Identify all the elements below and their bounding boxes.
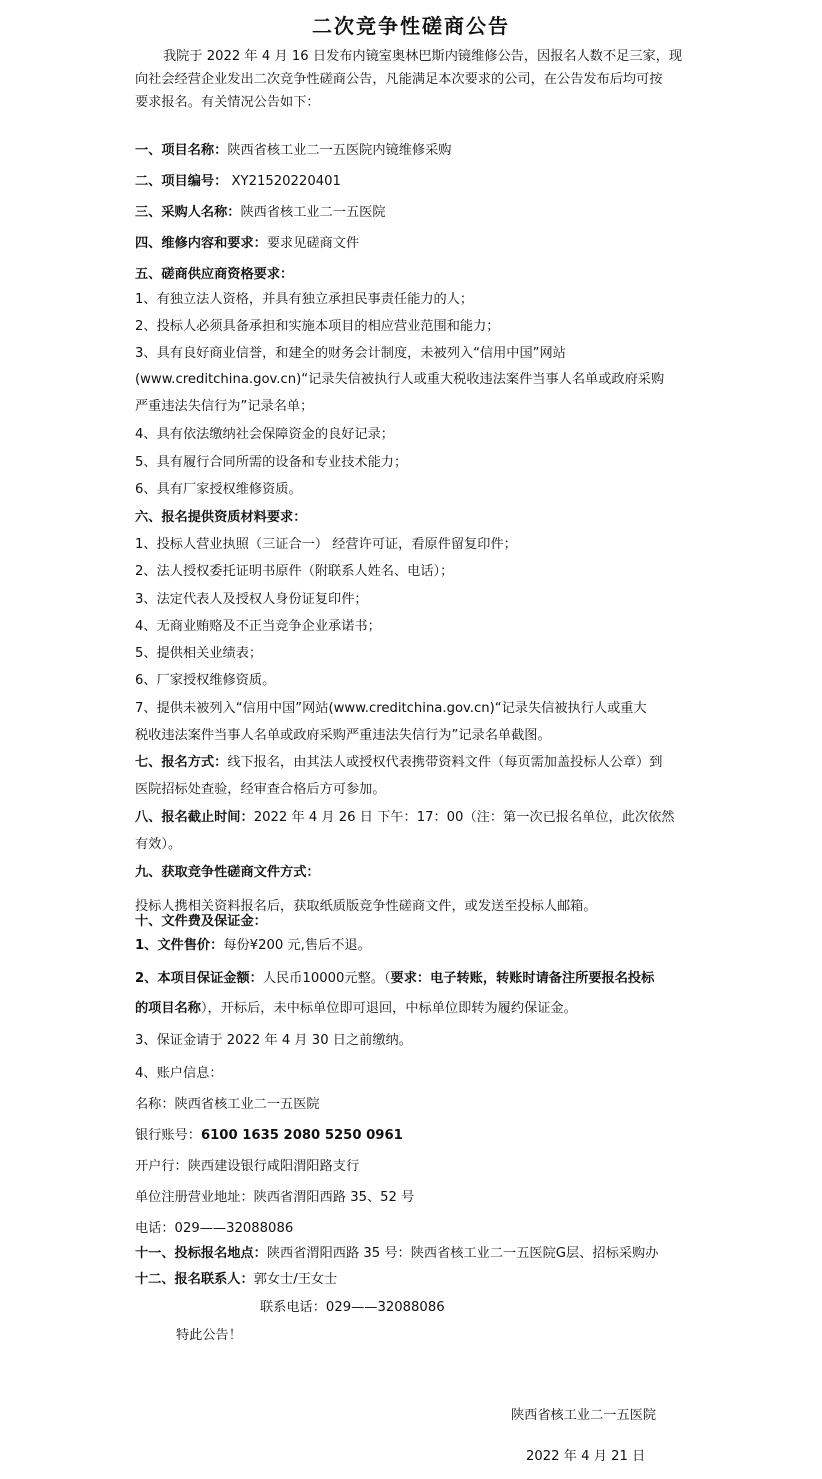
obtain-docs-text: 投标人携相关资料报名后，获取纸质版竞争性磋商文件，或发送至投标人邮箱。	[135, 899, 597, 914]
qualification-line: 3、具有良好商业信誉，和建全的财务会计制度，未被列入“信用中国”网站	[135, 346, 566, 361]
phone: 电话：029——32088086	[135, 1221, 294, 1236]
material-line: 1、投标人营业执照（三证合一） 经营许可证，看原件留复印件；	[135, 537, 517, 552]
registration-method-cont: 医院招标处查验，经审查合格后方可参加。	[135, 782, 386, 797]
intro-line-3: 要求报名。有关情况公告如下：	[135, 95, 320, 110]
intro-line-1: 我院于 2022 年 4 月 16 日发布内镜室奥林巴斯内镜维修公告，因报名人数不足三家，现	[163, 49, 683, 64]
qualification-line: 4、具有依法缴纳社会保障资金的良好记录；	[135, 427, 394, 442]
contact-phone: 联系电话：029——32088086	[260, 1300, 445, 1315]
deposit-deadline: 3、保证金请于 2022 年 4 月 30 日之前缴纳。	[135, 1033, 412, 1048]
document-title: 二次竞争性磋商公告	[312, 14, 510, 38]
closing: 特此公告！	[176, 1328, 242, 1343]
qualification-line: 2、投标人必须具备承担和实施本项目的相应营业范围和能力；	[135, 319, 500, 334]
qualification-line: (www.creditchina.gov.cn)“记录失信被执行人或重大税收违法案件当事人名单或政府采购	[135, 372, 665, 387]
signature: 陕西省核工业二一五医院	[511, 1408, 657, 1423]
section-qualifications-heading: 五、磋商供应商资格要求：	[135, 267, 294, 282]
deposit-line-cont: 的项目名称），开标后，未中标单位即可退回，中标单位即转为履约保证金。	[135, 1001, 577, 1016]
deadline-cont: 有效）。	[135, 837, 182, 852]
date: 2022 年 4 月 21 日	[526, 1449, 646, 1464]
qualification-line: 1、有独立法人资格，并具有独立承担民事责任能力的人；	[135, 292, 474, 307]
account-name: 名称：陕西省核工业二一五医院	[135, 1097, 320, 1112]
section-contact: 十二、报名联系人：郭女士/王女士	[135, 1272, 338, 1287]
registered-address: 单位注册营业地址：陕西省渭阳西路 35、52 号	[135, 1190, 415, 1205]
material-line: 7、提供未被列入“信用中国”网站(www.creditchina.gov.cn)“记录失信被执行人或重大	[135, 701, 647, 716]
deposit-line: 2、本项目保证金额：人民币10000元整。（要求：电子转账，转账时请备注所要报名投标	[135, 971, 655, 986]
section-deadline: 八、报名截止时间：2022 年 4 月 26 日 下午：17：00（注：第一次已报名单位，此次依然	[135, 810, 675, 825]
qualification-line: 严重违法失信行为”记录名单；	[135, 399, 314, 414]
account-bank-number: 银行账号：6100 1635 2080 5250 0961	[135, 1128, 403, 1143]
qualification-line: 5、具有履行合同所需的设备和专业技术能力；	[135, 455, 408, 470]
section-obtain-docs-heading: 九、获取竞争性磋商文件方式：	[135, 865, 320, 880]
material-line: 5、提供相关业绩表；	[135, 646, 263, 661]
section-materials-heading: 六、报名提供资质材料要求：	[135, 510, 307, 525]
section-repair-content: 四、维修内容和要求：要求见磋商文件	[135, 236, 360, 251]
material-line: 税收违法案件当事人名单或政府采购严重违法失信行为”记录名单截图。	[135, 728, 551, 743]
section-purchaser: 三、采购人名称：陕西省核工业二一五医院	[135, 205, 386, 220]
material-line: 4、无商业贿赂及不正当竞争企业承诺书；	[135, 619, 381, 634]
material-line: 2、法人授权委托证明书原件（附联系人姓名、电话）；	[135, 564, 454, 579]
material-line: 6、厂家授权维修资质。	[135, 673, 276, 688]
section-registration-method: 七、报名方式：线下报名，由其法人或授权代表携带资料文件（每页需加盖投标人公章）到	[135, 755, 663, 770]
intro-line-2: 向社会经营企业发出二次竞争性磋商公告，凡能满足本次要求的公司，在公告发布后均可按	[135, 72, 663, 87]
fee-line: 1、文件售价：每份¥200 元,售后不退。	[135, 938, 371, 953]
section-project-name: 一、项目名称：陕西省核工业二一五医院内镜维修采购	[135, 143, 452, 158]
qualification-line: 6、具有厂家授权维修资质。	[135, 482, 302, 497]
section-location: 十一、投标报名地点：陕西省渭阳西路 35 号：陕西省核工业二一五医院G层、招标采购办	[135, 1246, 659, 1261]
section-project-number: 二、项目编号： XY21520220401	[135, 174, 341, 189]
account-bank: 开户行：陕西建设银行咸阳渭阳路支行	[135, 1159, 360, 1174]
account-label: 4、账户信息：	[135, 1066, 223, 1081]
section-fees-heading: 十、文件费及保证金：	[135, 914, 267, 929]
material-line: 3、法定代表人及授权人身份证复印件；	[135, 592, 368, 607]
